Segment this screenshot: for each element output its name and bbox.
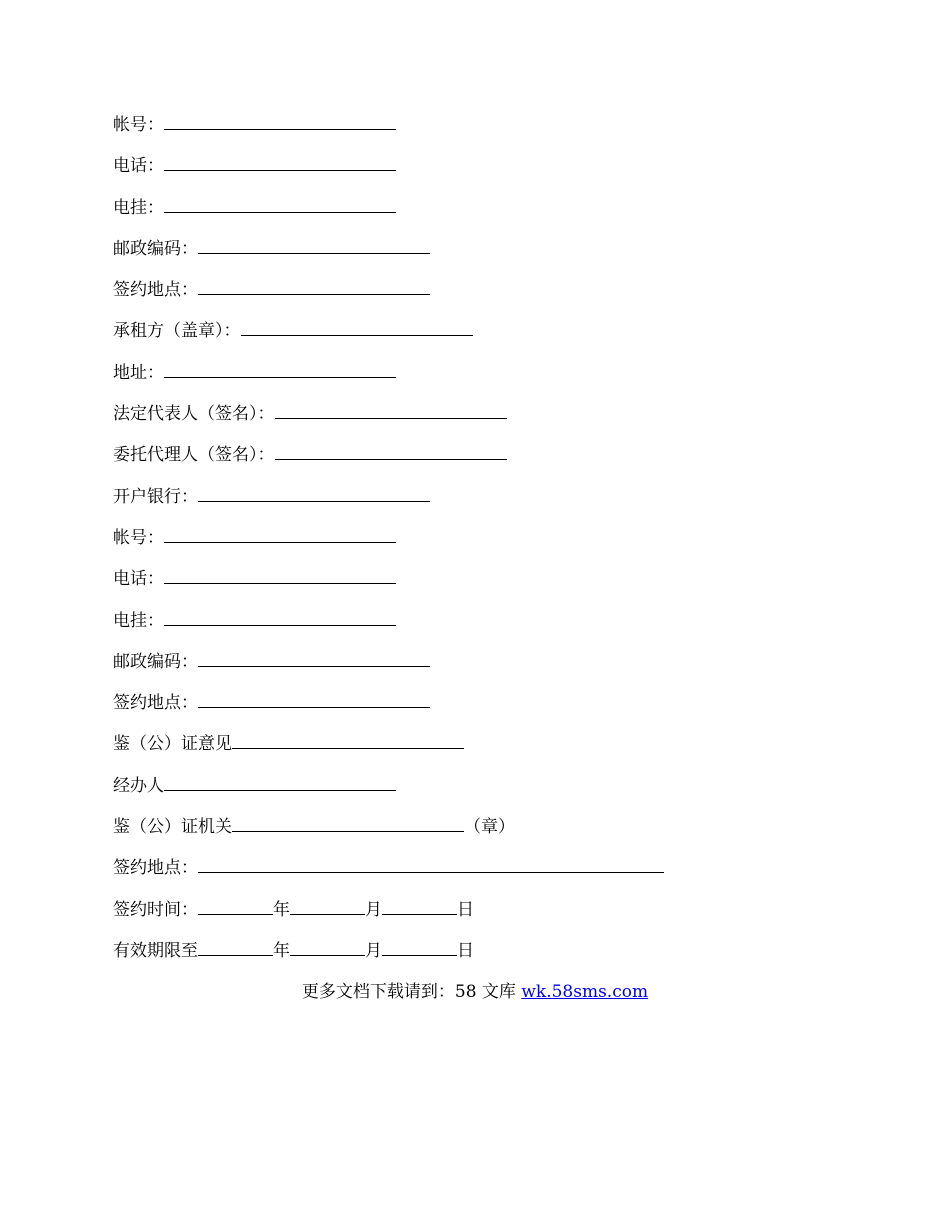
year-blank[interactable] xyxy=(198,897,273,915)
month-blank[interactable] xyxy=(290,897,365,915)
line-label: 鉴（公）证机关 xyxy=(113,817,232,838)
bank-line xyxy=(113,482,853,523)
line-label: 地址： xyxy=(113,362,164,383)
line-label: 签约地点： xyxy=(113,693,198,714)
fill-blank[interactable] xyxy=(198,484,430,502)
fill-blank[interactable] xyxy=(164,525,396,543)
month-unit: 月 xyxy=(365,899,382,920)
year-blank[interactable] xyxy=(198,938,273,956)
validity-date-line xyxy=(113,936,853,977)
account-number-line xyxy=(113,523,853,564)
cable-line xyxy=(113,606,853,647)
fill-blank[interactable] xyxy=(275,401,507,419)
signature-block xyxy=(113,110,853,977)
fill-blank[interactable] xyxy=(164,566,396,584)
footer-link[interactable]: wk.58sms.com xyxy=(521,982,649,1002)
fill-blank[interactable] xyxy=(232,814,464,832)
signing-place-line xyxy=(113,688,853,729)
line-label: 邮政编码： xyxy=(113,651,198,672)
day-blank[interactable] xyxy=(382,938,457,956)
fill-blank[interactable] xyxy=(241,318,473,336)
phone-line xyxy=(113,151,853,192)
footer-text: 更多文档下载请到：58 文库 xyxy=(301,982,522,1002)
fill-blank[interactable] xyxy=(164,360,396,378)
signing-date-line xyxy=(113,895,853,936)
account-number-line xyxy=(113,110,853,151)
year-unit: 年 xyxy=(273,899,290,920)
line-label: 电挂： xyxy=(113,197,164,218)
line-label: 经办人 xyxy=(113,775,164,796)
postal-code-line xyxy=(113,647,853,688)
day-unit: 日 xyxy=(457,940,474,961)
fill-blank[interactable] xyxy=(164,153,396,171)
fill-blank[interactable] xyxy=(198,855,664,873)
line-label: 签约时间： xyxy=(113,899,198,920)
legal-rep-line xyxy=(113,399,853,440)
fill-blank[interactable] xyxy=(164,112,396,130)
line-label: 有效期限至 xyxy=(113,940,198,961)
month-unit: 月 xyxy=(365,940,382,961)
notary-opinion-line xyxy=(113,729,853,770)
address-line xyxy=(113,358,853,399)
postal-code-line xyxy=(113,234,853,275)
day-unit: 日 xyxy=(457,899,474,920)
lessee-seal-line xyxy=(113,316,853,357)
cable-line xyxy=(113,193,853,234)
line-label: 电话： xyxy=(113,156,164,177)
agent-line xyxy=(113,440,853,481)
fill-blank[interactable] xyxy=(232,731,464,749)
line-label: 法定代表人（签名）： xyxy=(113,404,275,425)
line-label: 帐号： xyxy=(113,527,164,548)
handler-line xyxy=(113,771,853,812)
signing-place-line xyxy=(113,275,853,316)
download-footer xyxy=(0,978,950,1006)
fill-blank[interactable] xyxy=(275,442,507,460)
line-label: 电话： xyxy=(113,569,164,590)
line-label: 邮政编码： xyxy=(113,238,198,259)
line-label: 委托代理人（签名）： xyxy=(113,445,275,466)
fill-blank[interactable] xyxy=(164,195,396,213)
line-label: 开户银行： xyxy=(113,486,198,507)
fill-blank[interactable] xyxy=(198,649,430,667)
month-blank[interactable] xyxy=(290,938,365,956)
year-unit: 年 xyxy=(273,940,290,961)
line-label: 签约地点： xyxy=(113,858,198,879)
notary-office-line xyxy=(113,812,853,853)
fill-blank[interactable] xyxy=(198,277,430,295)
line-label: 承租方（盖章）： xyxy=(113,321,241,342)
fill-blank[interactable] xyxy=(164,608,396,626)
day-blank[interactable] xyxy=(382,897,457,915)
line-label: 帐号： xyxy=(113,115,164,135)
line-label: 签约地点： xyxy=(113,280,198,301)
seal-suffix: （章） xyxy=(464,817,515,838)
fill-blank[interactable] xyxy=(198,236,430,254)
fill-blank[interactable] xyxy=(164,773,396,791)
phone-line xyxy=(113,564,853,605)
fill-blank[interactable] xyxy=(198,690,430,708)
line-label: 电挂： xyxy=(113,610,164,631)
signing-place-long-line xyxy=(113,853,853,894)
line-label: 鉴（公）证意见 xyxy=(113,734,232,755)
